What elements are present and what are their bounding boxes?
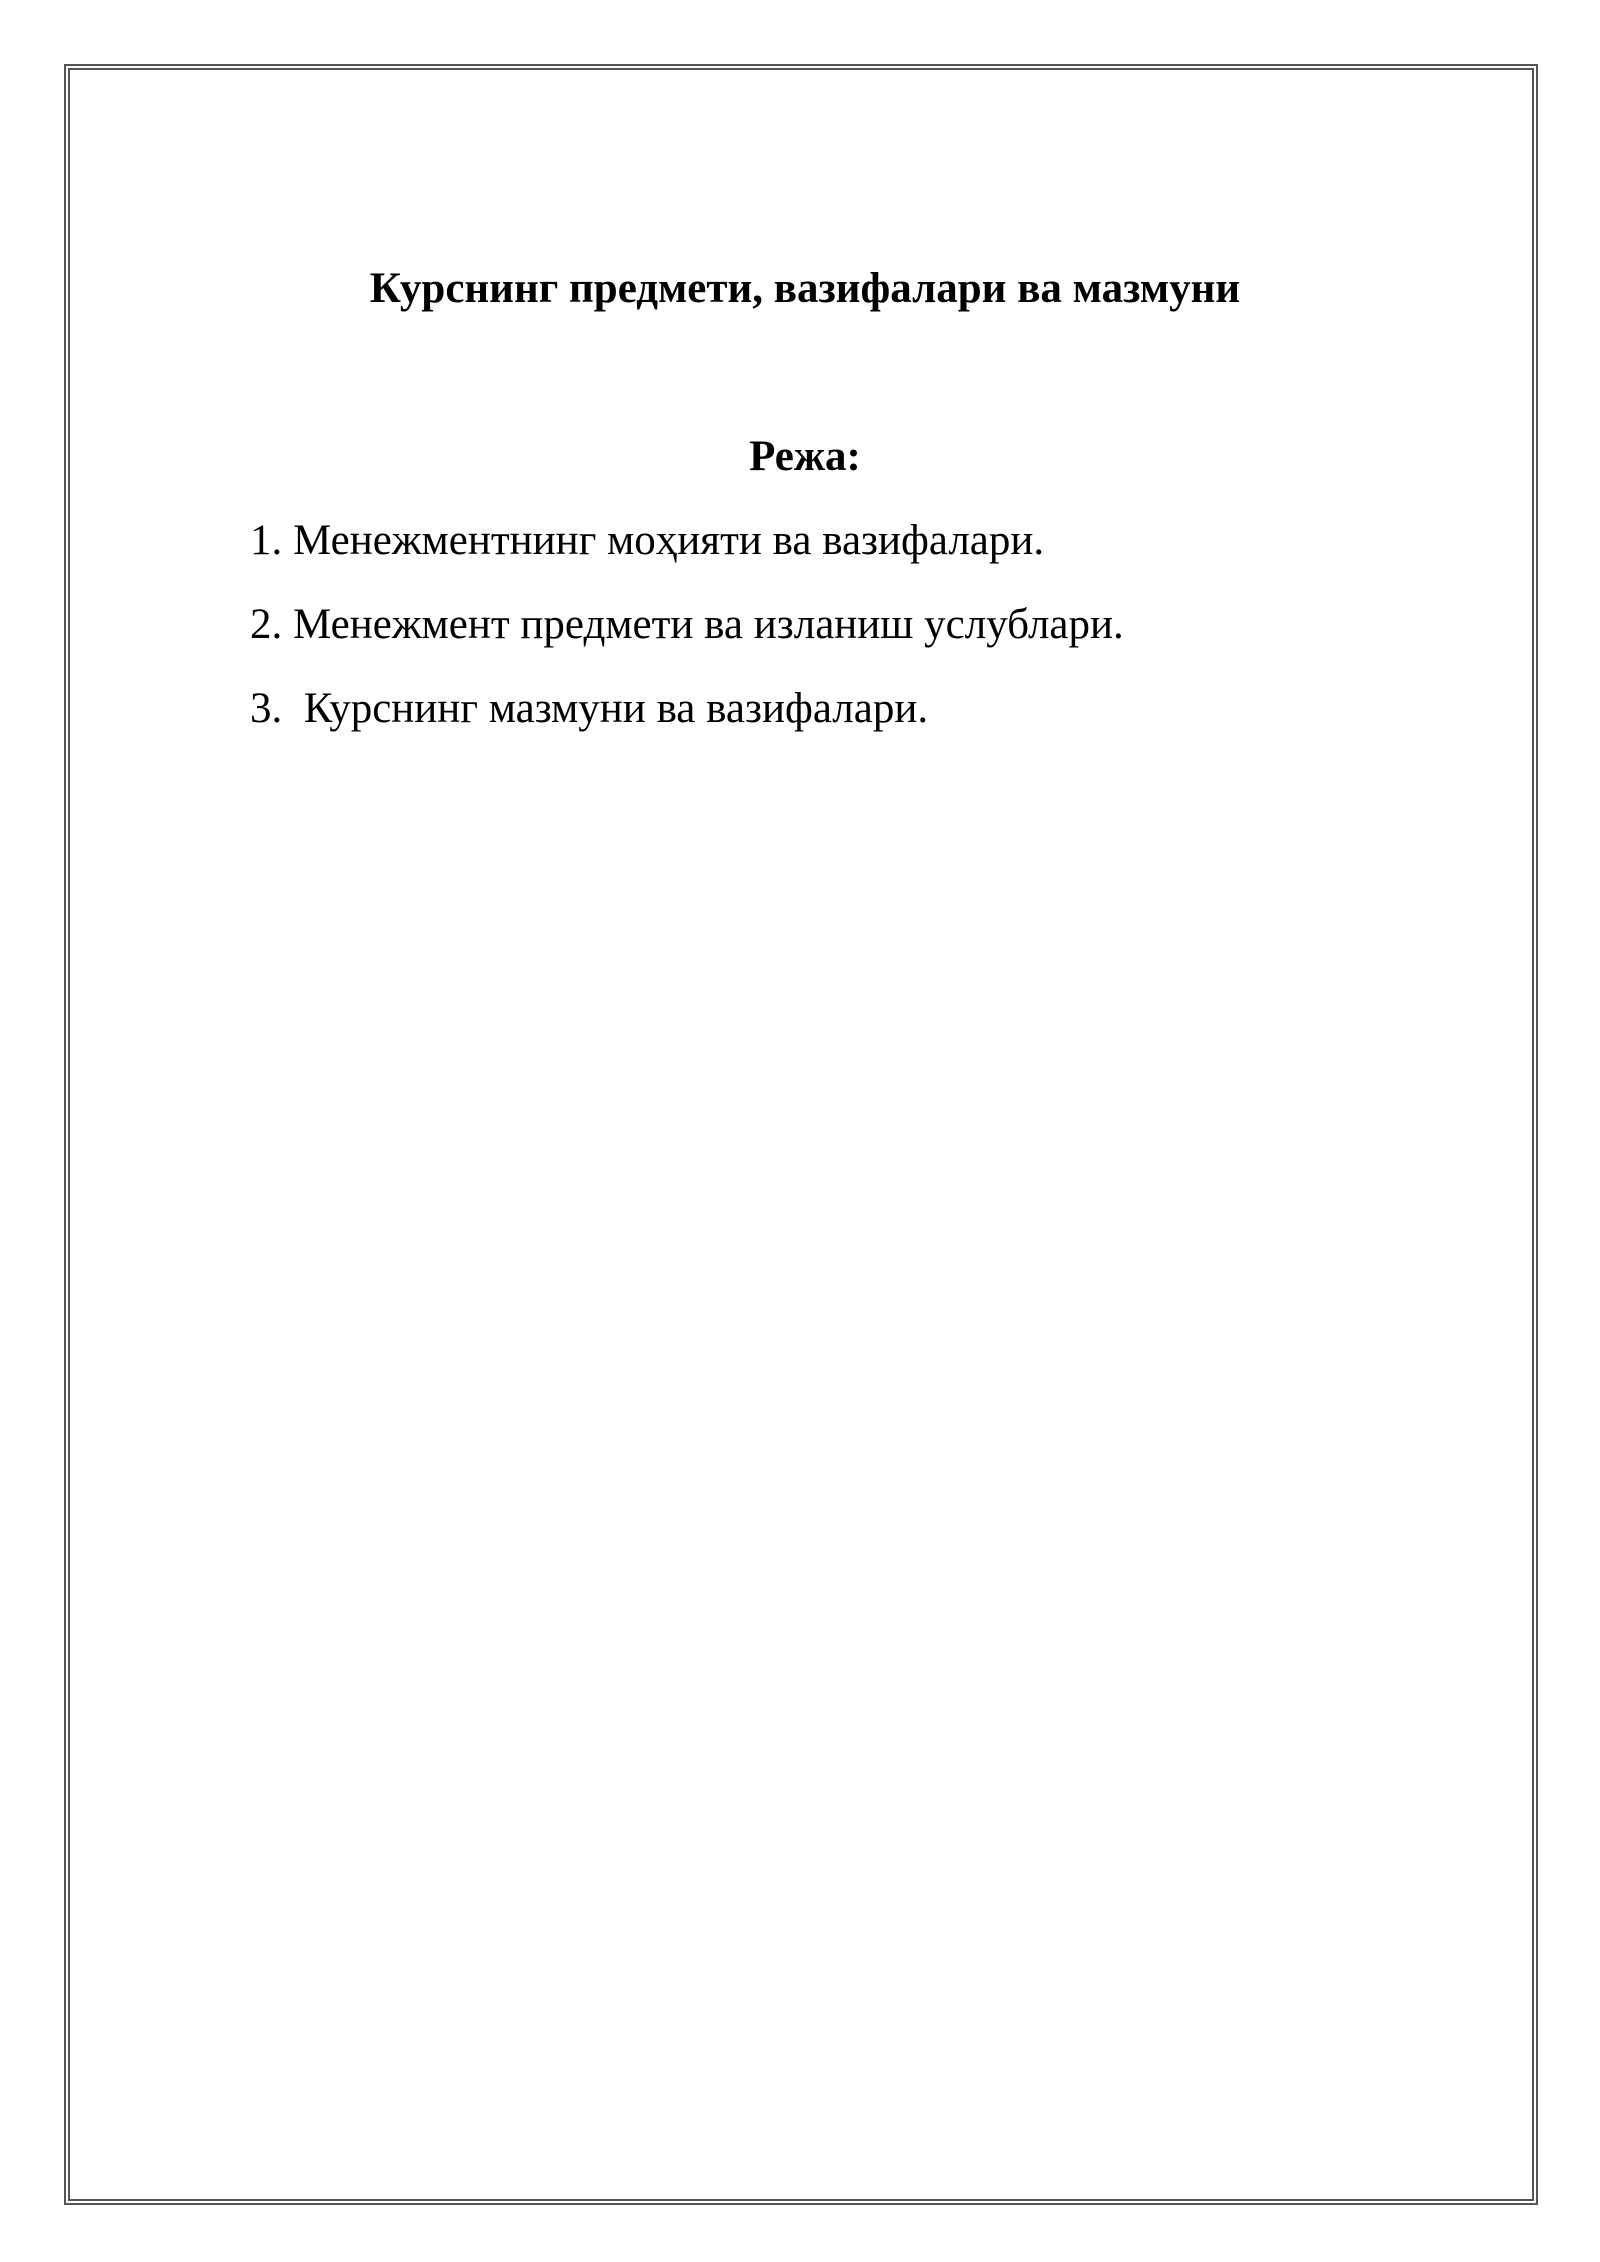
plan-list [250, 515, 1124, 767]
document-title: Курснинг предмети, вазифалари ва мазмуни [369, 265, 1241, 312]
plan-item-1: 1. Менежментнинг моҳияти ва вазифалари. [250, 517, 1045, 564]
plan-heading: Режа: [749, 433, 861, 480]
page-border-inner [68, 68, 1534, 2201]
plan-item-2: 2. Менежмент предмети ва изланиш услублари. [250, 601, 1124, 648]
plan-item-3: 3. Курснинг мазмуни ва вазифалари. [250, 685, 929, 732]
